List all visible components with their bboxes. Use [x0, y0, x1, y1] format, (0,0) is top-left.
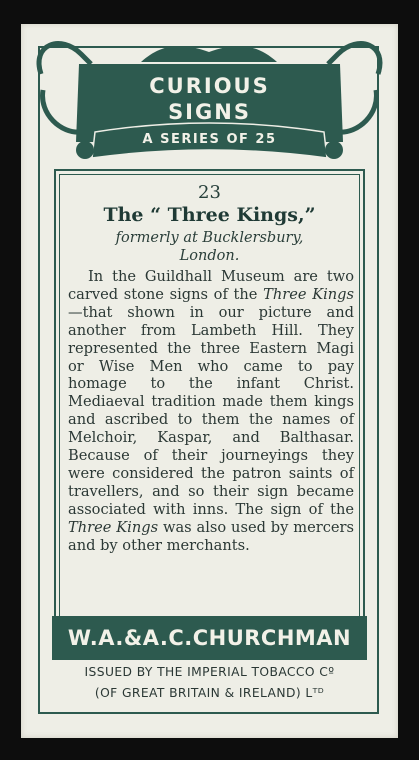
card-title: The “ Three Kings,”: [103, 204, 316, 226]
description-italic: Three Kings: [68, 518, 159, 536]
card-number: 23: [198, 182, 221, 203]
header-ornament: [21, 24, 398, 174]
card-description: [68, 268, 354, 555]
description-italic: Three Kings: [263, 285, 355, 303]
description-text: was also used by mercers and by other merchants.: [68, 518, 355, 554]
series-count-ribbon: A SERIES OF 25: [142, 132, 277, 147]
card-subtitle-line1: formerly at Bucklersbury,: [115, 230, 304, 246]
series-title-line1: CURIOUS: [149, 74, 270, 98]
publisher-name: W.A.&A.C.CHURCHMAN: [67, 626, 352, 650]
description-text: —that shown in our picture and another from Lambeth Hill. They represented the three Eastern Magi or Wise Men who came to pay homage to the infant Christ. Mediaeval tradition made them kings and ascribed to them the names of Melchoir, Kaspar, and Balthasar. Because of their journeyings they were considered the patron saints of travellers, and so their sign became associated with inns. The sign of the: [68, 303, 354, 518]
publisher-banner: [52, 616, 367, 660]
series-title-line2: SIGNS: [168, 100, 251, 124]
issued-by-line2: (OF GREAT BRITAIN & IRELAND) Lᵀᴰ: [94, 686, 325, 700]
cigarette-card: [21, 24, 398, 738]
description-text: In the Guildhall Museum are two carved stone signs of the: [68, 268, 354, 303]
card-subtitle-line2: London.: [179, 248, 240, 264]
issued-by-line1: ISSUED BY THE IMPERIAL TOBACCO Cº: [84, 665, 335, 679]
